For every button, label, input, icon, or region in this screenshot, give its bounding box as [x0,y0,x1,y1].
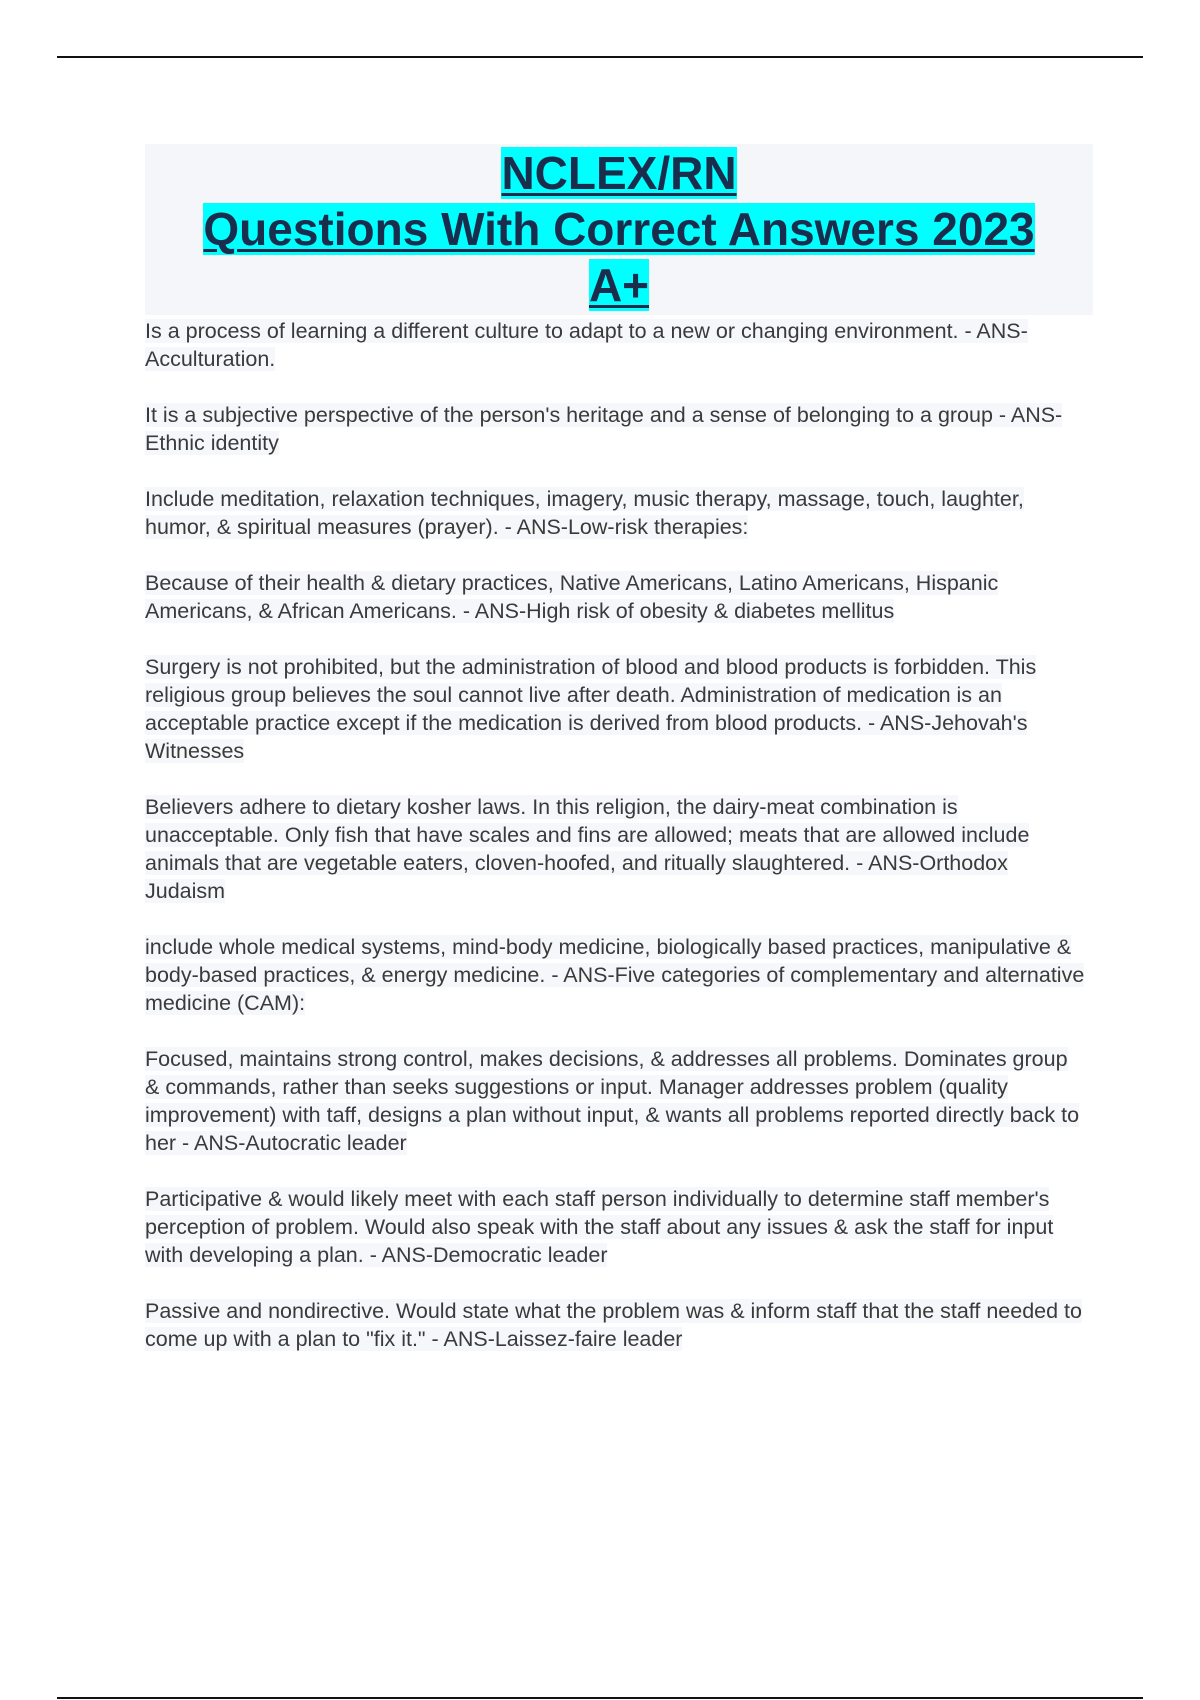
title-line-1: NCLEX/RN [501,147,737,199]
qa-item [145,485,1093,541]
qa-text: Focused, maintains strong control, makes decisions, & addresses all problems. Dominates group & commands, rather than seeks suggestions or input. Manager addresses problem (quality improvement) with taff, designs a plan without input, & wants all problems reported directly back to her - ANS-Autocratic leader [145,1047,1080,1155]
qa-item [145,653,1093,765]
document-title [145,144,1093,315]
qa-text: include whole medical systems, mind-body medicine, biologically based practices, manipulative & body-based practices, & energy medicine. - ANS-Five categories of complementary and alternative medicine (CAM): [145,935,1085,1015]
qa-item [145,401,1093,457]
qa-item [145,933,1093,1017]
qa-text: Include meditation, relaxation techniques, imagery, music therapy, massage, touch, laughter, humor, & spiritual measures (prayer). - ANS-Low-risk therapies: [145,487,1024,539]
title-line-2: Questions With Correct Answers 2023 [203,203,1035,255]
top-rule [57,56,1143,58]
document-body [145,144,1093,1381]
bottom-rule [57,1697,1143,1699]
qa-text: Is a process of learning a different culture to adapt to a new or changing environment. - ANS-Acculturation. [145,319,1028,371]
qa-item [145,569,1093,625]
qa-item [145,1185,1093,1269]
qa-text: It is a subjective perspective of the person's heritage and a sense of belonging to a group - ANS-Ethnic identity [145,403,1063,455]
title-line-3: A+ [588,259,650,311]
qa-text: Believers adhere to dietary kosher laws. In this religion, the dairy-meat combination is unacceptable. Only fish that have scales and fins are allowed; meats that are allowed include animals that are vegetable eaters, cloven-hoofed, and ritually slaughtered. - ANS-Orthodox Judaism [145,795,1030,903]
qa-text: Surgery is not prohibited, but the administration of blood and blood products is forbidden. This religious group believes the soul cannot live after death. Administration of medication is an acceptable practice except if the medication is derived from blood products. - ANS-Jehovah's Witnesses [145,655,1037,763]
qa-text: Participative & would likely meet with each staff person individually to determine staff member's perception of problem. Would also speak with the staff about any issues & ask the staff for input with developing a plan. - ANS-Democratic leader [145,1187,1054,1267]
qa-item [145,1297,1093,1353]
qa-text: Because of their health & dietary practices, Native Americans, Latino Americans, Hispanic Americans, & African Americans. - ANS-High risk of obesity & diabetes mellitus [145,571,999,623]
qa-list [145,317,1093,1353]
qa-text: Passive and nondirective. Would state what the problem was & inform staff that the staff needed to come up with a plan to "fix it." - ANS-Laissez-faire leader [145,1299,1082,1351]
qa-item [145,793,1093,905]
qa-item [145,1045,1093,1157]
qa-item [145,317,1093,373]
